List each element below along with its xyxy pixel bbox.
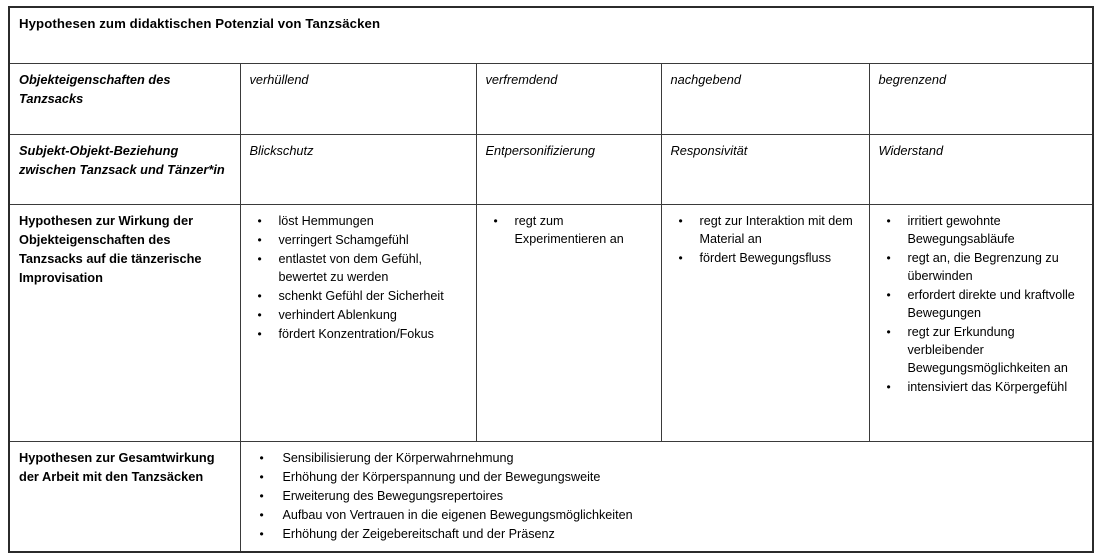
list-item: • Erhöhung der Zeigebereitschaft und der Präsenz — [250, 525, 1084, 543]
cell-effect-2 — [476, 205, 661, 442]
list-item: • regt zur Interaktion mit dem Material an — [671, 212, 860, 248]
cell-object-property-2: verfremdend — [476, 64, 661, 135]
page-title: Hypothesen zum didaktischen Potenzial von Tanzsäcken — [19, 16, 381, 31]
table-row-overall-effect — [9, 442, 1093, 553]
row-label-object-properties: Objekteigenschaften des Tanzsacks — [9, 64, 240, 135]
row-label-subject-object-relation: Subjekt-Objekt-Beziehung zwischen Tanzsack und Tänzer*in — [9, 135, 240, 205]
list-item: • Aufbau von Vertrauen in die eigenen Bewegungsmöglichkeiten — [250, 506, 1084, 524]
list-item: • Erhöhung der Körperspannung und der Bewegungsweite — [250, 468, 1084, 486]
list-item: • regt an, die Begrenzung zu überwinden — [879, 249, 1084, 285]
list-item: • verhindert Ablenkung — [250, 306, 467, 324]
cell-effect-3 — [661, 205, 869, 442]
row-label-effect-hypotheses: Hypothesen zur Wirkung der Objekteigenschaften des Tanzsacks auf die tänzerische Improvisation — [9, 205, 240, 442]
bullet-list-effect-1 — [250, 212, 467, 343]
list-item: • Sensibilisierung der Körperwahrnehmung — [250, 449, 1084, 467]
list-item: • irritiert gewohnte Bewegungsabläufe — [879, 212, 1084, 248]
cell-object-property-4: begrenzend — [869, 64, 1093, 135]
list-item: • löst Hemmungen — [250, 212, 467, 230]
bullet-list-overall-effect — [250, 449, 1084, 543]
list-item: • verringert Schamgefühl — [250, 231, 467, 249]
list-item: • schenkt Gefühl der Sicherheit — [250, 287, 467, 305]
cell-relation-2: Entpersonifizierung — [476, 135, 661, 205]
list-item: • regt zum Experimentieren an — [486, 212, 652, 248]
row-label-overall-effect: Hypothesen zur Gesamtwirkung der Arbeit mit den Tanzsäcken — [9, 442, 240, 553]
cell-relation-3: Responsivität — [661, 135, 869, 205]
cell-relation-4: Widerstand — [869, 135, 1093, 205]
table-row-title — [9, 7, 1093, 64]
cell-relation-1: Blickschutz — [240, 135, 476, 205]
list-item: • intensiviert das Körpergefühl — [879, 378, 1084, 396]
list-item: • fördert Konzentration/Fokus — [250, 325, 467, 343]
cell-object-property-1: verhüllend — [240, 64, 476, 135]
bullet-list-effect-4 — [879, 212, 1084, 396]
cell-object-property-3: nachgebend — [661, 64, 869, 135]
table-title-cell — [9, 7, 1093, 64]
table-row-subject-object-relation — [9, 135, 1093, 205]
cell-effect-4 — [869, 205, 1093, 442]
list-item: • Erweiterung des Bewegungsrepertoires — [250, 487, 1084, 505]
table-row-effect-hypotheses — [9, 205, 1093, 442]
list-item: • fördert Bewegungsfluss — [671, 249, 860, 267]
cell-overall-effect — [240, 442, 1093, 553]
list-item: • entlastet von dem Gefühl, bewertet zu werden — [250, 250, 467, 286]
list-item: • regt zur Erkundung verbleibender Bewegungsmöglichkeiten an — [879, 323, 1084, 377]
bullet-list-effect-3 — [671, 212, 860, 267]
cell-effect-1 — [240, 205, 476, 442]
list-item: • erfordert direkte und kraftvolle Bewegungen — [879, 286, 1084, 322]
bullet-list-effect-2 — [486, 212, 652, 248]
table-row-object-properties — [9, 64, 1093, 135]
hypotheses-table — [8, 6, 1094, 553]
